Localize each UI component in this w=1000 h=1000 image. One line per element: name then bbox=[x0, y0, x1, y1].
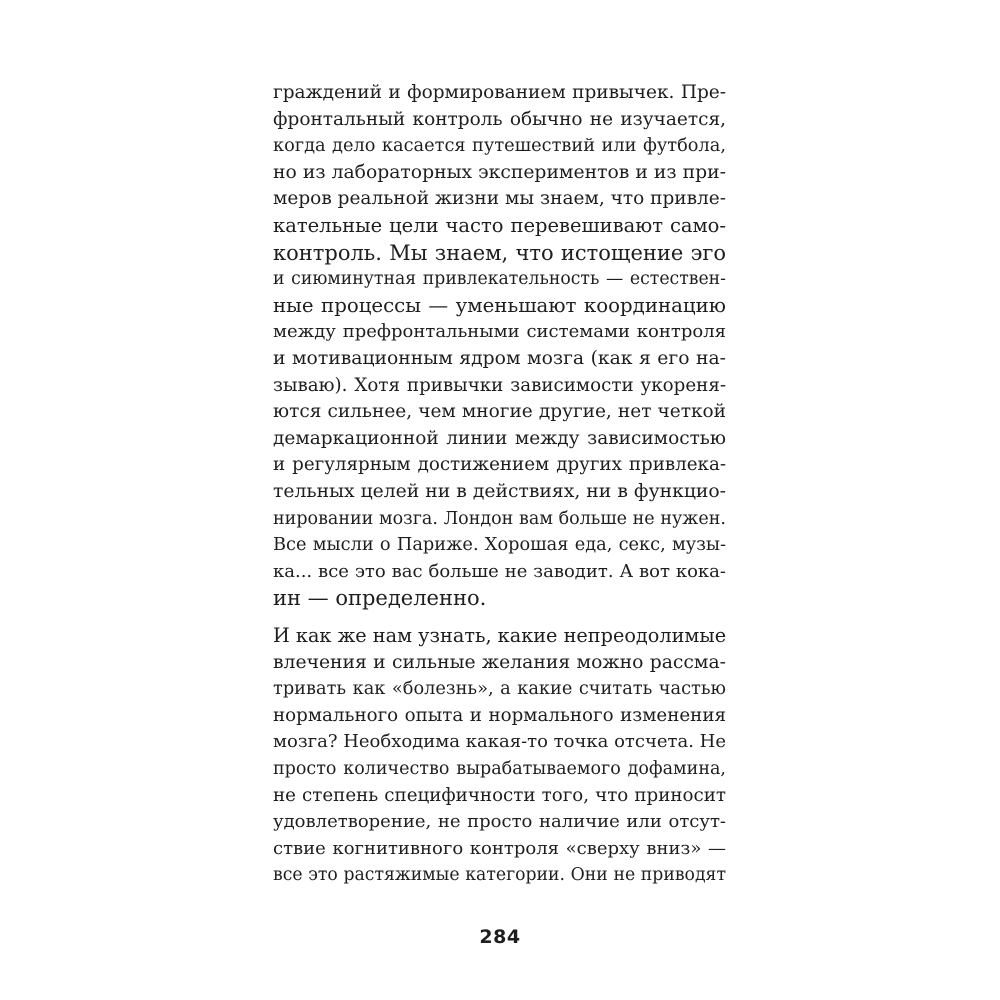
paragraph-2 bbox=[273, 623, 726, 889]
text-line: демаркационной линии между зависимостью bbox=[273, 427, 726, 449]
text-line: граждений и формированием привычек. Пре- bbox=[273, 82, 726, 103]
text-line: ные процессы — уменьшают координацию bbox=[273, 293, 726, 317]
text-line: контроль. Мы знаем, что истощение эго bbox=[273, 240, 726, 265]
text-line: когда дело касается путешествий или футбола, bbox=[273, 136, 726, 157]
text-line: влечения и сильные желания можно рассма- bbox=[273, 651, 726, 673]
text-line: Все мысли о Париже. Хорошая еда, секс, музы- bbox=[273, 535, 726, 556]
text-line: тельных целей ни в действиях, ни в функцио- bbox=[273, 480, 726, 502]
text-line: удовлетворение, не просто наличие или отсут- bbox=[273, 811, 726, 833]
text-line: И как же нам узнать, какие непреодолимые bbox=[273, 624, 726, 647]
text-line: фронтальный контроль обычно не изучается, bbox=[273, 108, 726, 130]
text-line: все это растяжимые категории. Они не приводят bbox=[273, 865, 726, 886]
text-line: просто количество вырабатываемого дофамина, bbox=[273, 758, 726, 779]
text-line: ствие когнитивного контроля «сверху вниз» — bbox=[273, 837, 726, 859]
text-line: мозга? Необходима какая-то точка отсчета. Не bbox=[273, 731, 726, 753]
text-line: и сиюминутная привлекательность — естествен- bbox=[273, 269, 726, 290]
text-line: нормального опыта и нормального изменения bbox=[273, 704, 726, 726]
text-line: тривать как «болезнь», а какие считать частью bbox=[273, 679, 726, 700]
text-line: кательные цели часто перевешивают само- bbox=[273, 213, 726, 237]
text-line: и мотивационным ядром мозга (как я его на- bbox=[273, 347, 726, 369]
text-line: и регулярным достижением других привлека- bbox=[273, 454, 726, 476]
text-line: но из лабораторных экспериментов и из при- bbox=[273, 161, 726, 183]
text-line: ин — определенно. bbox=[273, 586, 487, 611]
text-line: ка... все это вас больше не заводит. А вот кока- bbox=[273, 560, 726, 582]
page-number: 284 bbox=[479, 926, 521, 948]
text-line: зываю). Хотя привычки зависимости укореня- bbox=[273, 374, 726, 396]
text-line: ются сильнее, чем многие другие, нет четкой bbox=[273, 401, 726, 423]
text-line: меров реальной жизни мы знаем, что привле- bbox=[273, 188, 726, 210]
paragraph-1 bbox=[273, 80, 726, 612]
text-line: не степень специфичности того, что приносит bbox=[273, 784, 726, 806]
text-line: между префронтальными системами контроля bbox=[273, 321, 726, 343]
text-line: нировании мозга. Лондон вам больше не нужен. bbox=[273, 508, 726, 529]
